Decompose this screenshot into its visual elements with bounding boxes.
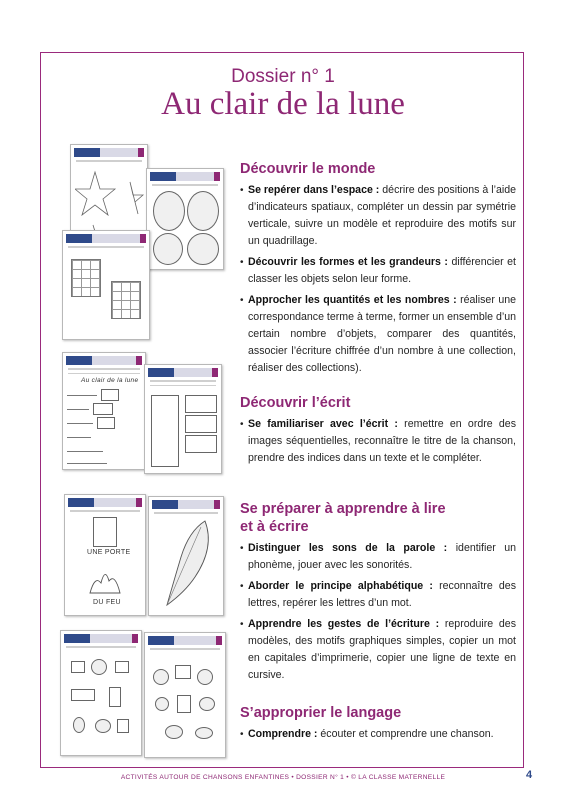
fire-drawing bbox=[85, 565, 125, 595]
worksheet-thumbnails bbox=[58, 138, 228, 758]
porte-caption: UNE PORTE bbox=[87, 549, 131, 556]
thumb-objects-2 bbox=[144, 632, 226, 758]
thumb-song-text bbox=[62, 352, 146, 470]
section-decouvrir-ecrit bbox=[240, 394, 516, 471]
list-item: • Apprendre les gestes de l’écriture : reproduire des modèles, des motifs graphiques simples, copier un mot en capitales d’imprimerie, copier une ligne de texte en cursive. bbox=[240, 616, 516, 684]
thumb-porte-feu bbox=[64, 494, 146, 616]
thumb-feather bbox=[148, 496, 224, 616]
thumb-grid bbox=[62, 230, 150, 340]
section-heading: Découvrir le monde bbox=[240, 161, 376, 177]
list-item: • Découvrir les formes et les grandeurs : différencier et classer les objets selon leur forme. bbox=[240, 254, 516, 288]
list-item: • Approcher les quantités et les nombres : réaliser une correspondance terme à terme, former un ensemble d’un certain nombre d’objets, comparer des quantités, associer l’écriture chiffrée d’un nombre à une collection, réaliser des collections). bbox=[240, 292, 516, 377]
feu-caption: DU FEU bbox=[93, 599, 121, 606]
thumb-objects-1 bbox=[60, 630, 142, 756]
section-preparer-lire bbox=[240, 500, 516, 688]
list-item: • Aborder le principe alphabétique : reconnaître des lettres, repérer les lettres d’un mot. bbox=[240, 578, 516, 612]
list-item: • Comprendre : écouter et comprendre une chanson. bbox=[240, 726, 516, 743]
feather-drawing bbox=[155, 517, 217, 609]
page-title: Au clair de la lune bbox=[161, 86, 405, 122]
section-langage bbox=[240, 704, 516, 747]
page-number: 4 bbox=[526, 769, 533, 781]
list-item: • Se familiariser avec l’écrit : remettre en ordre des images séquentielles, reconnaître le titre de la chanson, prendre des indices dans un texte et le compléter. bbox=[240, 416, 516, 467]
section-decouvrir-monde bbox=[240, 160, 516, 381]
list-item: • Se repérer dans l’espace : décrire des positions à l’aide d’indicateurs spatiaux, compléter un dessin par symétrie verticale, suivre un modèle et reproduire des motifs sur un quadrillage. bbox=[240, 182, 516, 250]
section-heading: Découvrir l’écrit bbox=[240, 395, 351, 411]
page-footer: ACTIVITÉS AUTOUR DE CHANSONS ENFANTINES • DOSSIER N° 1 • © LA CLASSE MATERNELLE bbox=[120, 774, 446, 781]
song-line-title: Au clair de la lune bbox=[81, 377, 139, 384]
section-heading: Se préparer à apprendre à lire et à écrire bbox=[240, 501, 446, 535]
dossier-label: Dossier n° 1 bbox=[231, 66, 335, 87]
list-item: • Distinguer les sons de la parole : identifier un phonème, jouer avec les sonorités. bbox=[240, 540, 516, 574]
thumb-shapes bbox=[146, 168, 224, 270]
door-drawing bbox=[93, 517, 117, 547]
section-heading: S’approprier le langage bbox=[240, 705, 402, 721]
thumb-sequence bbox=[144, 364, 222, 474]
